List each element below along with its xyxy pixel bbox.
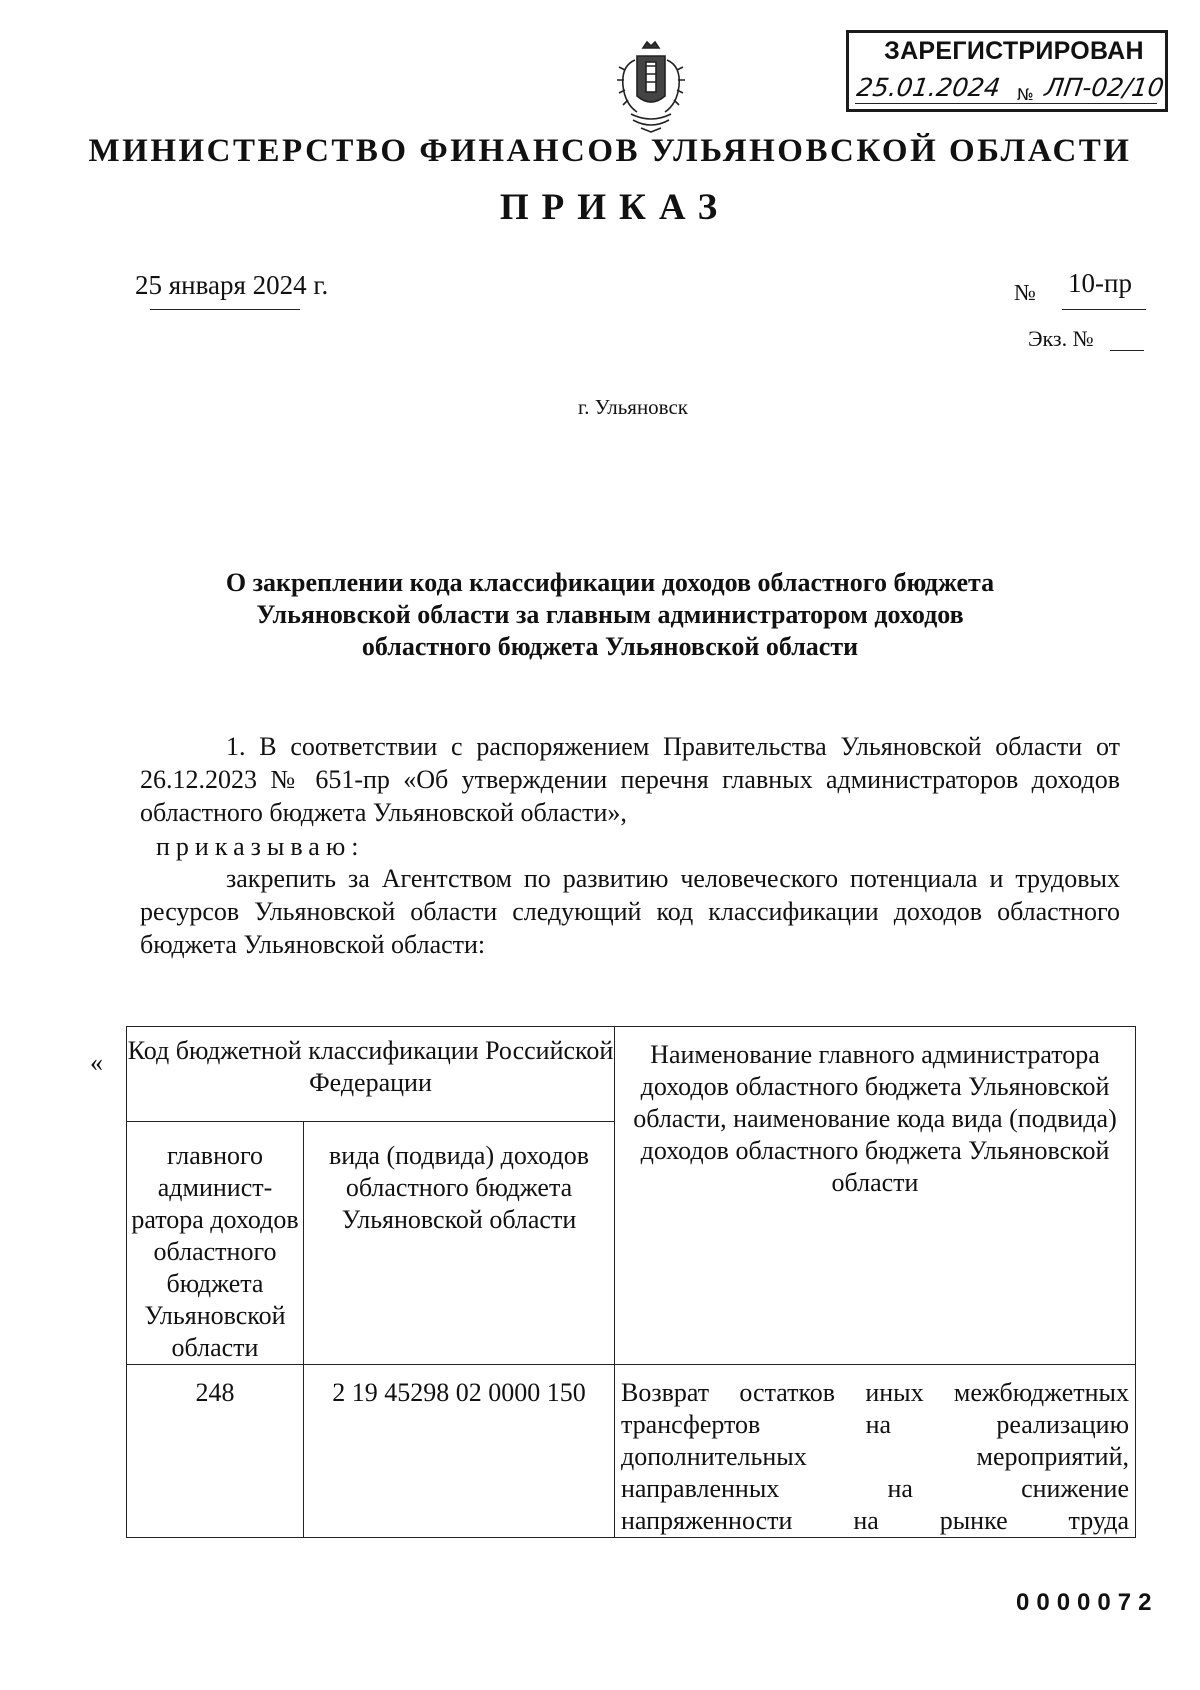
coat-of-arms-icon — [613, 40, 689, 134]
header-code-group: Код бюджетной классификации Российской Федерации — [127, 1027, 615, 1122]
order-subject — [140, 567, 1080, 663]
opening-quote: « — [90, 1048, 103, 1077]
date-underline — [150, 309, 300, 310]
paragraph-assignment: закрепить за Агентством по развитию человеческого потенциала и трудовых ресурсов Ульяновской области следующий код классификации доходов областного бюджета Ульяновской области: — [140, 864, 1120, 959]
cell-name — [615, 1365, 1136, 1538]
registration-stamp — [846, 30, 1168, 112]
subject-line: Ульяновской области за главным администратором доходов — [256, 600, 964, 629]
cell-admin-code: 248 — [127, 1365, 304, 1538]
stamp-number-label: № — [1017, 85, 1034, 104]
cell-name-line: Возврат остатков иных межбюджетных — [621, 1378, 1129, 1407]
city: г. Ульяновск — [577, 395, 688, 419]
number-underline — [1062, 309, 1146, 310]
cell-name-line: напряженности на рынке труда — [621, 1506, 1129, 1535]
subject-line: О закреплении кода классификации доходов областного бюджета — [225, 568, 995, 597]
order-number-sign: № — [1014, 280, 1036, 305]
stamp-number: ЛП-02/10 — [1042, 73, 1166, 102]
ministry-name: МИНИСТЕРСТВО ФИНАНСОВ УЛЬЯНОВСКОЙ ОБЛАСТИ — [88, 133, 1132, 169]
order-word: приказываю: — [156, 832, 365, 861]
subject-line: областного бюджета Ульяновской области — [361, 632, 859, 661]
cell-kind-code: 2 19 45298 02 0000 150 — [304, 1365, 615, 1538]
document-type: ПРИКАЗ — [499, 187, 731, 228]
table-row — [127, 1365, 1136, 1538]
paragraph-basis: 1. В соответствии с распоряжением Правительства Ульяновской области от 26.12.2023 № 651-пр «Об утверждении перечня главных администраторов доходов областного бюджета Ульяновской области», — [140, 732, 1120, 827]
order-date: 25 января 2024 г. — [135, 270, 329, 300]
copy-underline — [1110, 350, 1144, 351]
order-number: 10-пр — [1068, 268, 1132, 298]
page-serial-number: 0000072 — [1016, 1589, 1159, 1616]
header-name: Наименование главного администратора доходов областного бюджета Ульяновской области, наименование кода вида (подвида) доходов областного бюджета Ульяновской области — [615, 1027, 1136, 1365]
stamp-underline — [855, 103, 1157, 104]
header-admin: главного админист-ратора доходов областного бюджета Ульяновской области — [127, 1122, 304, 1365]
header-kind: вида (подвида) доходов областного бюджета Ульяновской области — [304, 1122, 615, 1365]
classification-table — [126, 1026, 1136, 1538]
cell-name-line: дополнительных мероприятий, — [621, 1442, 1129, 1471]
cell-name-line: направленных на снижение — [621, 1474, 1129, 1503]
copy-number-label: Экз. № — [1028, 326, 1094, 351]
stamp-date: 25.01.2024 — [854, 73, 1003, 102]
stamp-title: ЗАРЕГИСТРИРОВАН — [884, 37, 1144, 65]
cell-name-line: трансфертов на реализацию — [621, 1410, 1129, 1439]
